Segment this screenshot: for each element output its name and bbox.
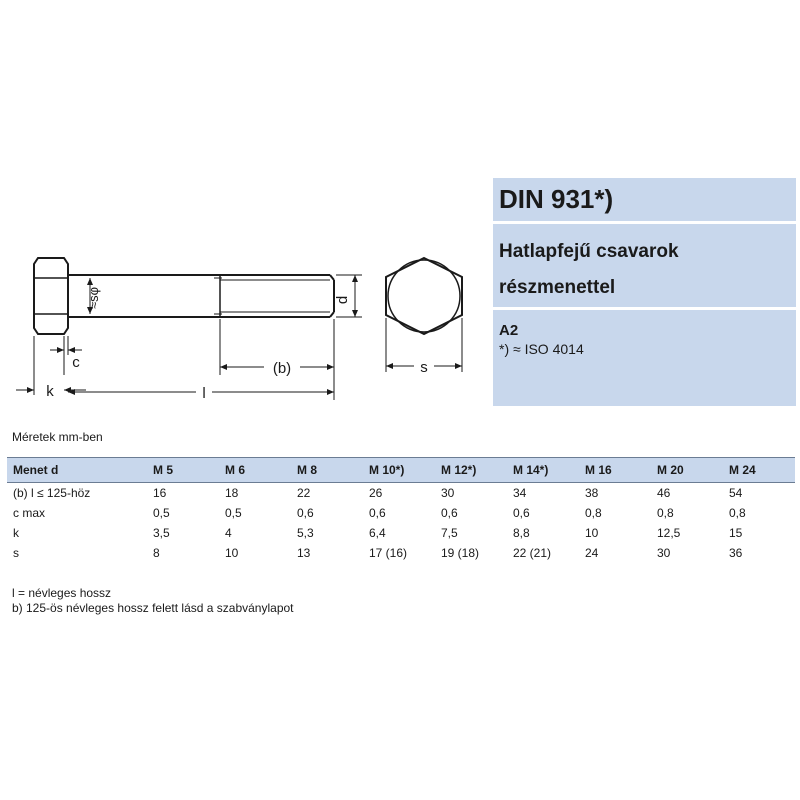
table-row [7, 523, 795, 543]
dimensions-table [7, 457, 795, 563]
bolt-drawing-svg [0, 230, 490, 420]
table-header-row [7, 458, 795, 483]
header-cell: M 14*) [507, 458, 579, 483]
footnote-nominal-length: l = névleges hossz [12, 586, 112, 600]
footnote-thread-length: b) 125-ös névleges hossz felett lásd a szabványlapot [12, 601, 294, 615]
header-cell: M 24 [723, 458, 795, 483]
table-cell: 0,5 [153, 506, 170, 520]
product-name-line1: Hatlapfejű csavarok [499, 241, 679, 262]
footnotes [12, 586, 294, 616]
table-cell: 6,4 [369, 526, 386, 540]
header-cell: M 10*) [363, 458, 435, 483]
label-shank-diameter: ≈sφ [86, 286, 101, 310]
table-cell: 19 (18) [441, 546, 480, 560]
table-cell: 38 [585, 486, 599, 500]
header-cell: M 5 [147, 458, 219, 483]
table-cell: 24 [585, 546, 599, 560]
iso-equivalent: *) ≈ ISO 4014 [499, 341, 584, 357]
label-l: l [202, 385, 206, 402]
table-cell: 13 [297, 546, 311, 560]
table-cell: 0,6 [297, 506, 314, 520]
table-cell: 0,6 [441, 506, 458, 520]
header-cell: M 12*) [435, 458, 507, 483]
label-d: d [334, 295, 351, 305]
header-cell: M 20 [651, 458, 723, 483]
table-row [7, 543, 795, 563]
units-note: Méretek mm-ben [12, 430, 103, 444]
table-cell: 16 [153, 486, 167, 500]
label-k: k [46, 383, 54, 400]
table-cell: 0,8 [657, 506, 674, 520]
header-cell: M 6 [219, 458, 291, 483]
header-cell: Menet d [7, 458, 147, 483]
table-cell: 15 [729, 526, 743, 540]
table-cell: 10 [585, 526, 599, 540]
label-c: c [72, 354, 80, 371]
header-cell: M 16 [579, 458, 651, 483]
table-cell: 46 [657, 486, 671, 500]
label-b: (b) [272, 360, 292, 377]
label-s: s [420, 359, 428, 376]
table-cell: 12,5 [657, 526, 681, 540]
table-cell: 36 [729, 546, 743, 560]
table-cell: 22 (21) [513, 546, 552, 560]
standard-box [493, 178, 796, 221]
table-cell: 5,3 [297, 526, 314, 540]
table-cell: 17 (16) [369, 546, 408, 560]
table-cell: 8,8 [513, 526, 530, 540]
table-cell: 54 [729, 486, 743, 500]
table-cell: 0,8 [729, 506, 746, 520]
table-cell: 3,5 [153, 526, 170, 540]
table-cell: 8 [153, 546, 160, 560]
standard-title: DIN 931*) [499, 184, 614, 214]
table-cell: 18 [225, 486, 239, 500]
header-cell: M 8 [291, 458, 363, 483]
table-cell: 0,6 [513, 506, 530, 520]
table-row [7, 483, 795, 504]
product-name-box [493, 224, 796, 307]
table-cell: s [13, 546, 19, 560]
material-grade: A2 [499, 322, 519, 339]
table-cell: 0,5 [225, 506, 242, 520]
material-box [493, 310, 796, 406]
table-cell: 30 [441, 486, 455, 500]
table-cell: 22 [297, 486, 311, 500]
table-cell: (b) l ≤ 125-höz [13, 486, 91, 500]
table-cell: k [13, 526, 19, 540]
bolt-drawing [0, 230, 490, 420]
table-cell: 34 [513, 486, 527, 500]
table-cell: 10 [225, 546, 239, 560]
product-name-line2: részmenettel [499, 277, 616, 298]
table-cell: 0,8 [585, 506, 602, 520]
table-row [7, 503, 795, 523]
table-cell: c max [13, 506, 46, 520]
table-cell: 26 [369, 486, 383, 500]
bolt-end-view [386, 258, 462, 372]
table-cell: 4 [225, 526, 232, 540]
bolt-side-view [34, 258, 334, 334]
table-cell: 0,6 [369, 506, 386, 520]
table-cell: 30 [657, 546, 671, 560]
table-cell: 7,5 [441, 526, 458, 540]
title-panel [493, 178, 796, 409]
